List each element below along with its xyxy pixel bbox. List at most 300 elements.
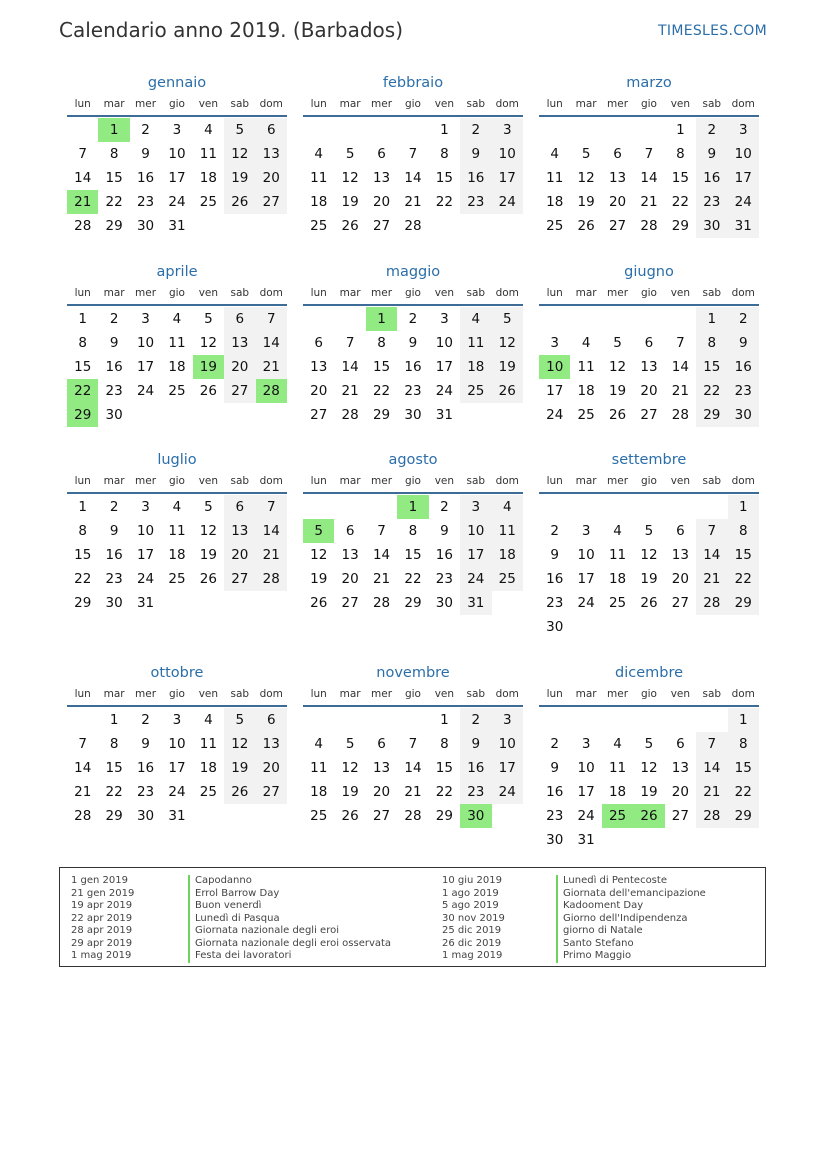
day-cell: 21 [372, 571, 391, 587]
weekday-label: sab [702, 98, 722, 110]
weekday-label: sab [466, 287, 486, 299]
day-cell: 13 [310, 359, 328, 375]
day-cell: 12 [577, 170, 595, 186]
day-cell: 30 [696, 214, 727, 238]
day-cell: 3 [440, 311, 449, 327]
weekday-label: lun [546, 475, 563, 487]
empty-day-cell [570, 307, 601, 331]
empty-day-cell [696, 708, 727, 732]
day-cell: 16 [460, 756, 491, 780]
day-cell: 6 [613, 146, 622, 162]
weekday-label: sab [702, 475, 722, 487]
day-cell: 21 [256, 543, 287, 567]
day-cell: 15 [671, 170, 689, 186]
day-cell: 18 [608, 571, 627, 587]
day-cell: 21 [341, 383, 359, 399]
day-cell: 20 [224, 355, 255, 379]
weekday-header [539, 94, 759, 117]
day-cell: 21 [256, 355, 287, 379]
day-cell: 13 [224, 331, 255, 355]
day-cell: 29 [105, 808, 123, 824]
weekday-label: gio [168, 287, 185, 299]
weekday-label: mer [135, 98, 157, 110]
weekday-label: lun [310, 475, 327, 487]
day-cell: 18 [577, 383, 595, 399]
day-cell: 4 [314, 736, 323, 752]
day-cell: 9 [460, 732, 491, 756]
empty-day-cell [303, 118, 334, 142]
empty-day-cell [633, 307, 664, 331]
day-cell: 19 [341, 784, 359, 800]
weekday-header [303, 684, 523, 707]
day-cell: 4 [204, 122, 213, 138]
month-marzo [539, 72, 759, 238]
weekday-label: mar [339, 475, 361, 487]
weekday-label: gio [404, 688, 421, 700]
day-cell: 8 [676, 146, 685, 162]
day-cell: 10 [136, 523, 155, 539]
day-cell: 6 [676, 523, 685, 539]
day-cell: 24 [136, 571, 155, 587]
day-cell: 17 [136, 359, 155, 375]
day-cell: 11 [608, 760, 627, 776]
day-cell: 19 [577, 194, 595, 210]
empty-day-cell [539, 708, 570, 732]
day-cell: 11 [168, 523, 186, 539]
empty-day-cell [633, 495, 664, 519]
day-cell: 14 [696, 543, 727, 567]
day-cell: 4 [492, 495, 523, 519]
day-cell: 16 [105, 359, 123, 375]
weekday-label: sab [230, 475, 250, 487]
day-cell: 2 [550, 736, 559, 752]
day-cell: 6 [256, 118, 287, 142]
day-cell: 3 [550, 335, 559, 351]
day-cell: 7 [345, 335, 355, 351]
weekday-header [67, 471, 287, 494]
day-cell: 1 [696, 307, 727, 331]
month-settembre [539, 449, 759, 639]
day-cell: 23 [136, 194, 155, 210]
empty-day-cell [633, 708, 664, 732]
day-cell: 24 [577, 595, 595, 611]
day-cell: 9 [696, 142, 727, 166]
weekday-label: sab [466, 98, 486, 110]
day-cell: 13 [640, 359, 658, 375]
day-cell: 13 [372, 760, 391, 776]
holiday-day-cell: 1 [397, 495, 428, 519]
day-cell: 15 [728, 543, 759, 567]
day-cell: 21 [696, 780, 727, 804]
legend-date: 30 nov 2019 [442, 912, 505, 924]
day-cell: 2 [696, 118, 727, 142]
day-cell: 26 [341, 218, 359, 234]
day-cell: 9 [141, 736, 150, 752]
day-cell: 16 [728, 355, 759, 379]
holiday-day-cell: 5 [303, 519, 334, 543]
day-cell: 4 [172, 499, 182, 515]
day-cell: 13 [256, 732, 287, 756]
weekday-label: sab [230, 287, 250, 299]
day-cell: 8 [377, 335, 386, 351]
page-title: Calendario anno 2019. (Barbados) [59, 18, 404, 42]
day-cell: 30 [435, 595, 453, 611]
month-ottobre [67, 662, 287, 828]
day-cell: 21 [696, 567, 727, 591]
day-cell: 11 [492, 519, 523, 543]
day-cell: 3 [728, 118, 759, 142]
month-name: aprile [156, 264, 198, 280]
month-luglio [67, 449, 287, 615]
day-grid [539, 307, 759, 427]
day-cell: 7 [696, 519, 727, 543]
weekday-label: lun [546, 688, 563, 700]
month-name: gennaio [147, 75, 207, 91]
day-cell: 20 [224, 543, 255, 567]
day-cell: 12 [608, 359, 627, 375]
weekday-label: gio [640, 688, 657, 700]
day-cell: 24 [577, 808, 595, 824]
legend-date: 1 ago 2019 [442, 887, 499, 899]
day-cell: 9 [440, 523, 449, 539]
day-cell: 4 [613, 736, 622, 752]
legend-dates-right [442, 875, 505, 963]
empty-day-cell [397, 708, 428, 732]
day-cell: 17 [492, 756, 523, 780]
weekday-label: gio [168, 98, 185, 110]
day-cell: 2 [109, 311, 119, 327]
day-cell: 18 [492, 543, 523, 567]
weekday-label: mer [607, 475, 629, 487]
month-name: febbraio [382, 75, 444, 91]
day-cell: 14 [372, 547, 391, 563]
day-cell: 20 [640, 383, 658, 399]
day-cell: 17 [728, 166, 759, 190]
weekday-label: lun [74, 688, 91, 700]
day-cell: 30 [105, 407, 123, 423]
day-cell: 22 [728, 780, 759, 804]
day-cell: 24 [168, 784, 186, 800]
day-cell: 20 [608, 194, 627, 210]
day-cell: 2 [408, 311, 418, 327]
empty-day-cell [665, 307, 696, 331]
day-cell: 15 [74, 547, 92, 563]
holiday-day-cell: 10 [539, 355, 570, 379]
day-cell: 17 [577, 571, 595, 587]
month-name: dicembre [614, 665, 684, 681]
day-cell: 5 [345, 736, 355, 752]
day-cell: 22 [435, 784, 453, 800]
day-cell: 19 [310, 571, 328, 587]
day-grid [303, 307, 523, 427]
day-cell: 27 [372, 808, 391, 824]
day-cell: 19 [608, 383, 627, 399]
weekday-header [303, 283, 523, 306]
weekday-label: gio [404, 475, 421, 487]
day-cell: 25 [168, 383, 186, 399]
weekday-label: gio [640, 475, 657, 487]
day-cell: 16 [105, 547, 123, 563]
legend-holiday-name: Santo Stefano [556, 938, 706, 951]
weekday-label: mar [103, 475, 125, 487]
day-cell: 10 [577, 760, 595, 776]
day-cell: 15 [105, 170, 123, 186]
day-cell: 30 [136, 218, 155, 234]
empty-day-cell [539, 495, 570, 519]
day-cell: 20 [671, 571, 689, 587]
day-cell: 14 [671, 359, 689, 375]
day-cell: 26 [640, 595, 658, 611]
day-cell: 8 [728, 732, 759, 756]
day-cell: 9 [141, 146, 150, 162]
day-cell: 22 [696, 379, 727, 403]
legend-date: 1 gen 2019 [71, 875, 129, 886]
day-cell: 18 [310, 194, 328, 210]
holiday-day-cell: 29 [67, 403, 98, 427]
day-cell: 10 [460, 519, 491, 543]
day-cell: 17 [460, 543, 491, 567]
day-cell: 15 [435, 760, 453, 776]
day-cell: 24 [460, 567, 491, 591]
weekday-label: gio [640, 287, 657, 299]
legend-date: 29 apr 2019 [71, 937, 133, 949]
weekday-label: mar [575, 688, 597, 700]
day-cell: 6 [377, 146, 386, 162]
day-cell: 30 [404, 407, 422, 423]
day-cell: 9 [460, 142, 491, 166]
day-cell: 22 [105, 784, 123, 800]
day-cell: 1 [728, 708, 759, 732]
empty-day-cell [570, 118, 601, 142]
day-grid [67, 307, 287, 427]
weekday-label: ven [670, 475, 691, 487]
day-cell: 23 [460, 190, 491, 214]
empty-day-cell [665, 495, 696, 519]
day-cell: 28 [372, 595, 391, 611]
day-cell: 23 [105, 571, 123, 587]
day-cell: 17 [168, 170, 186, 186]
day-cell: 4 [204, 712, 213, 728]
weekday-label: lun [310, 688, 327, 700]
day-cell: 13 [671, 760, 689, 776]
day-cell: 8 [696, 331, 727, 355]
day-cell: 27 [256, 780, 287, 804]
day-cell: 3 [172, 122, 182, 138]
weekday-header [67, 283, 287, 306]
day-cell: 2 [440, 499, 449, 515]
weekday-label: dom [495, 475, 519, 487]
month-name: settembre [611, 452, 687, 468]
day-cell: 26 [224, 190, 255, 214]
day-cell: 26 [199, 383, 217, 399]
day-cell: 20 [310, 383, 328, 399]
weekday-label: sab [702, 287, 722, 299]
day-cell: 27 [224, 567, 255, 591]
day-cell: 20 [341, 571, 359, 587]
day-cell: 8 [109, 736, 119, 752]
month-agosto [303, 449, 523, 615]
holiday-day-cell: 22 [67, 379, 98, 403]
weekday-label: ven [434, 287, 455, 299]
day-cell: 17 [136, 547, 155, 563]
weekday-label: sab [466, 688, 486, 700]
day-cell: 22 [671, 194, 689, 210]
day-cell: 13 [224, 519, 255, 543]
day-cell: 3 [581, 736, 591, 752]
day-grid [67, 495, 287, 615]
weekday-label: ven [198, 688, 219, 700]
month-novembre [303, 662, 523, 828]
weekday-label: lun [310, 98, 327, 110]
weekday-label: mer [371, 475, 393, 487]
day-cell: 7 [408, 736, 418, 752]
weekday-label: mer [607, 688, 629, 700]
day-cell: 29 [728, 804, 759, 828]
day-cell: 10 [728, 142, 759, 166]
day-cell: 28 [696, 591, 727, 615]
empty-day-cell [539, 307, 570, 331]
day-cell: 29 [105, 218, 123, 234]
weekday-label: mar [575, 475, 597, 487]
day-cell: 18 [546, 194, 564, 210]
day-cell: 4 [314, 146, 323, 162]
day-cell: 12 [199, 335, 217, 351]
day-cell: 3 [141, 499, 150, 515]
day-cell: 5 [224, 708, 255, 732]
day-cell: 25 [199, 194, 217, 210]
legend-date: 25 dic 2019 [442, 925, 502, 936]
legend-names-left [188, 875, 391, 963]
day-cell: 26 [224, 780, 255, 804]
day-cell: 11 [460, 331, 491, 355]
day-cell: 23 [435, 571, 453, 587]
day-cell: 16 [136, 760, 155, 776]
day-cell: 10 [136, 335, 155, 351]
day-cell: 2 [728, 307, 759, 331]
weekday-label: dom [259, 98, 283, 110]
day-cell: 5 [345, 146, 355, 162]
empty-day-cell [366, 708, 397, 732]
legend-holiday-name: Giornata nazionale degli eroi osservata [188, 938, 391, 951]
day-cell: 7 [644, 146, 654, 162]
day-cell: 28 [74, 218, 92, 234]
day-cell: 25 [168, 571, 186, 587]
weekday-label: mer [607, 287, 629, 299]
day-cell: 26 [577, 218, 595, 234]
weekday-label: mar [575, 98, 597, 110]
day-cell: 15 [404, 547, 422, 563]
weekday-label: dom [731, 98, 755, 110]
day-cell: 28 [74, 808, 92, 824]
day-cell: 7 [408, 146, 418, 162]
empty-day-cell [602, 307, 633, 331]
empty-day-cell [397, 118, 428, 142]
day-cell: 22 [372, 383, 391, 399]
day-cell: 19 [341, 194, 359, 210]
day-cell: 22 [74, 571, 92, 587]
day-cell: 30 [136, 808, 155, 824]
weekday-label: ven [670, 287, 691, 299]
legend-holiday-name: Giornata nazionale degli eroi [188, 925, 391, 938]
day-cell: 10 [435, 335, 453, 351]
day-cell: 1 [109, 712, 119, 728]
empty-day-cell [303, 307, 334, 331]
day-cell: 27 [224, 379, 255, 403]
day-cell: 15 [696, 355, 727, 379]
day-cell: 24 [728, 190, 759, 214]
weekday-label: mar [103, 688, 125, 700]
legend-date: 1 mag 2019 [442, 950, 503, 961]
day-cell: 8 [408, 523, 418, 539]
holiday-day-cell: 21 [67, 190, 98, 214]
day-cell: 17 [435, 359, 453, 375]
weekday-label: ven [434, 98, 455, 110]
day-cell: 2 [460, 118, 491, 142]
weekday-label: sab [230, 688, 250, 700]
legend-holiday-name: Buon venerdì [188, 900, 391, 913]
day-cell: 11 [168, 335, 186, 351]
day-cell: 12 [199, 523, 217, 539]
weekday-label: dom [259, 688, 283, 700]
day-cell: 4 [613, 523, 622, 539]
day-cell: 27 [640, 407, 658, 423]
day-cell: 25 [310, 218, 328, 234]
day-cell: 12 [640, 760, 658, 776]
legend-date: 1 mag 2019 [71, 950, 132, 961]
day-cell: 27 [372, 218, 391, 234]
day-cell: 24 [136, 383, 155, 399]
weekday-label: dom [495, 287, 519, 299]
day-cell: 19 [492, 355, 523, 379]
weekday-label: mar [575, 287, 597, 299]
holiday-day-cell: 26 [633, 804, 664, 828]
day-cell: 11 [310, 760, 328, 776]
day-cell: 31 [577, 832, 595, 848]
day-cell: 18 [460, 355, 491, 379]
day-cell: 6 [224, 495, 255, 519]
day-cell: 16 [435, 547, 453, 563]
month-dicembre [539, 662, 759, 852]
day-cell: 1 [728, 495, 759, 519]
brand-link[interactable]: TIMESLES.COM [658, 23, 767, 39]
legend-date: 28 apr 2019 [71, 925, 133, 936]
legend-holiday-name: Lunedì di Pentecoste [556, 875, 706, 888]
weekday-label: dom [259, 287, 283, 299]
day-cell: 19 [199, 547, 217, 563]
day-cell: 31 [168, 218, 186, 234]
weekday-label: ven [198, 287, 219, 299]
weekday-label: lun [74, 98, 91, 110]
empty-day-cell [366, 495, 397, 519]
weekday-label: mer [135, 287, 157, 299]
day-cell: 20 [256, 166, 287, 190]
day-cell: 13 [608, 170, 627, 186]
day-cell: 5 [224, 118, 255, 142]
holiday-legend [59, 867, 766, 967]
day-cell: 27 [671, 808, 689, 824]
empty-day-cell [602, 708, 633, 732]
weekday-label: mar [103, 98, 125, 110]
day-cell: 11 [199, 736, 217, 752]
month-maggio [303, 261, 523, 427]
day-cell: 12 [640, 547, 658, 563]
weekday-label: ven [198, 475, 219, 487]
weekday-label: gio [640, 98, 657, 110]
day-cell: 5 [644, 523, 654, 539]
day-cell: 26 [608, 407, 627, 423]
day-grid [539, 708, 759, 852]
weekday-header [539, 283, 759, 306]
